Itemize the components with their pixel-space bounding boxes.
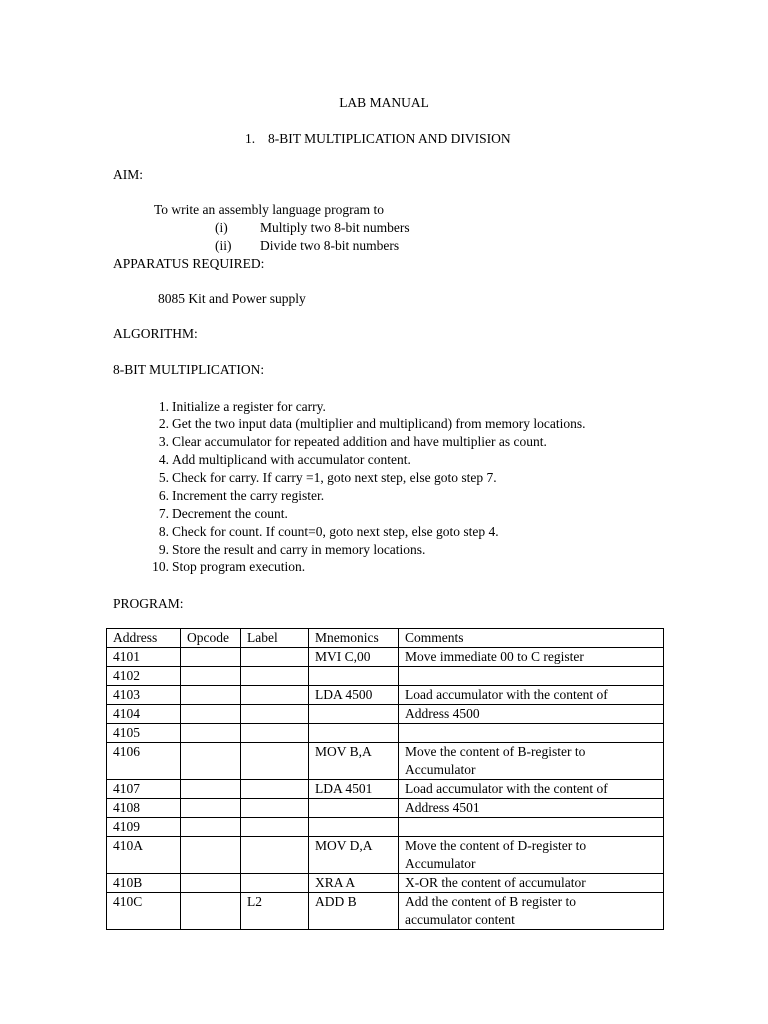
program-heading: PROGRAM: (113, 596, 184, 611)
comment-cell (399, 780, 664, 799)
label-cell (241, 724, 309, 743)
label-cell (241, 874, 309, 893)
aim-heading: AIM: (113, 167, 143, 182)
step-text: Initialize a register for carry. (172, 399, 326, 414)
mnemonic-cell: LDA 4500 (309, 686, 399, 705)
mnemonic-cell: LDA 4501 (309, 780, 399, 799)
address-cell: 4108 (107, 799, 181, 818)
address-cell: 4107 (107, 780, 181, 799)
label-cell (241, 743, 309, 780)
mnemonic-cell (309, 799, 399, 818)
comment-cell (399, 743, 664, 780)
experiment-number: 1. (245, 131, 256, 146)
opcode-cell (181, 667, 241, 686)
page-title: LAB MANUAL (339, 95, 429, 110)
step-number: 7. (158, 506, 169, 521)
aim-item-text: Divide two 8-bit numbers (260, 238, 400, 253)
aim-item-marker: (ii) (215, 238, 232, 253)
comment-cell (399, 724, 664, 743)
table-row (107, 780, 664, 799)
step-text: Get the two input data (multiplier and multiplicand) from memory locations. (172, 416, 586, 431)
mnemonic-cell (309, 667, 399, 686)
label-cell: L2 (241, 893, 309, 930)
step-number: 10. (152, 559, 169, 574)
address-cell: 4102 (107, 667, 181, 686)
table-row (107, 818, 664, 837)
comment-line: Move the content of B-register to (405, 744, 586, 759)
column-header-label: Label (241, 629, 309, 648)
comment-line: Load accumulator with the content of (405, 687, 608, 702)
comment-line: Address 4501 (405, 800, 480, 815)
opcode-cell (181, 874, 241, 893)
comment-cell (399, 893, 664, 930)
comment-cell (399, 874, 664, 893)
step-number: 9. (158, 542, 169, 557)
label-cell (241, 780, 309, 799)
step-number: 5. (158, 470, 169, 485)
address-cell: 410B (107, 874, 181, 893)
label-cell (241, 667, 309, 686)
mnemonic-cell: XRA A (309, 874, 399, 893)
comment-cell (399, 667, 664, 686)
address-cell: 4101 (107, 648, 181, 667)
label-cell (241, 818, 309, 837)
apparatus-text: 8085 Kit and Power supply (158, 291, 306, 306)
comment-cell (399, 799, 664, 818)
comment-line: Accumulator (405, 762, 476, 777)
step-number: 2. (158, 416, 169, 431)
step-text: Stop program execution. (172, 559, 306, 574)
opcode-cell (181, 799, 241, 818)
step-text: Check for count. If count=0, goto next step, else goto step 4. (172, 524, 499, 539)
step-text: Store the result and carry in memory locations. (172, 542, 426, 557)
step-number: 8. (158, 524, 169, 539)
comment-line: Add the content of B register to (405, 894, 576, 909)
mnemonic-cell: ADD B (309, 893, 399, 930)
address-cell: 4105 (107, 724, 181, 743)
step-text: Check for carry. If carry =1, goto next step, else goto step 7. (172, 470, 497, 485)
table-row (107, 705, 664, 724)
opcode-cell (181, 837, 241, 874)
comment-line: Accumulator (405, 856, 476, 871)
table-row (107, 799, 664, 818)
comment-line: Move the content of D-register to (405, 838, 587, 853)
step-text: Clear accumulator for repeated addition and have multiplier as count. (172, 434, 547, 449)
table-row (107, 724, 664, 743)
column-header-mnemonics: Mnemonics (309, 629, 399, 648)
aim-intro: To write an assembly language program to (154, 202, 384, 217)
comment-cell (399, 705, 664, 724)
mnemonic-cell (309, 705, 399, 724)
mnemonic-cell: MOV B,A (309, 743, 399, 780)
comment-line: Load accumulator with the content of (405, 781, 608, 796)
apparatus-heading: APPARATUS REQUIRED: (113, 256, 265, 271)
label-cell (241, 799, 309, 818)
comment-cell (399, 837, 664, 874)
table-row (107, 837, 664, 874)
table-row (107, 686, 664, 705)
address-cell: 4106 (107, 743, 181, 780)
opcode-cell (181, 743, 241, 780)
algorithm-subheading: 8-BIT MULTIPLICATION: (113, 362, 265, 377)
experiment-title: 8-BIT MULTIPLICATION AND DIVISION (268, 131, 511, 146)
comment-cell (399, 648, 664, 667)
table-row (107, 874, 664, 893)
address-cell: 4103 (107, 686, 181, 705)
step-number: 1. (158, 399, 169, 414)
label-cell (241, 686, 309, 705)
comment-line: Address 4500 (405, 706, 480, 721)
opcode-cell (181, 893, 241, 930)
step-number: 3. (158, 434, 169, 449)
mnemonic-cell: MOV D,A (309, 837, 399, 874)
address-cell: 410C (107, 893, 181, 930)
label-cell (241, 705, 309, 724)
address-cell: 4104 (107, 705, 181, 724)
table-row (107, 648, 664, 667)
mnemonic-cell: MVI C,00 (309, 648, 399, 667)
label-cell (241, 648, 309, 667)
step-text: Increment the carry register. (172, 488, 325, 503)
label-cell (241, 837, 309, 874)
opcode-cell (181, 648, 241, 667)
column-header-address: Address (107, 629, 181, 648)
opcode-cell (181, 724, 241, 743)
table-row (107, 667, 664, 686)
step-number: 6. (158, 488, 169, 503)
step-number: 4. (158, 452, 169, 467)
comment-line: accumulator content (405, 912, 515, 927)
table-row (107, 893, 664, 930)
mnemonic-cell (309, 818, 399, 837)
algorithm-heading: ALGORITHM: (113, 326, 198, 341)
column-header-opcode: Opcode (181, 629, 241, 648)
program-table (106, 628, 664, 930)
mnemonic-cell (309, 724, 399, 743)
opcode-cell (181, 705, 241, 724)
address-cell: 410A (107, 837, 181, 874)
column-header-comments: Comments (399, 629, 664, 648)
address-cell: 4109 (107, 818, 181, 837)
opcode-cell (181, 818, 241, 837)
aim-item-marker: (i) (215, 220, 228, 235)
table-header-row (107, 629, 664, 648)
opcode-cell (181, 686, 241, 705)
opcode-cell (181, 780, 241, 799)
step-text: Add multiplicand with accumulator content. (172, 452, 411, 467)
comment-cell (399, 818, 664, 837)
table-row (107, 743, 664, 780)
comment-line: X-OR the content of accumulator (405, 875, 586, 890)
step-text: Decrement the count. (172, 506, 288, 521)
comment-cell (399, 686, 664, 705)
comment-line: Move immediate 00 to C register (405, 649, 584, 664)
aim-item-text: Multiply two 8-bit numbers (260, 220, 410, 235)
